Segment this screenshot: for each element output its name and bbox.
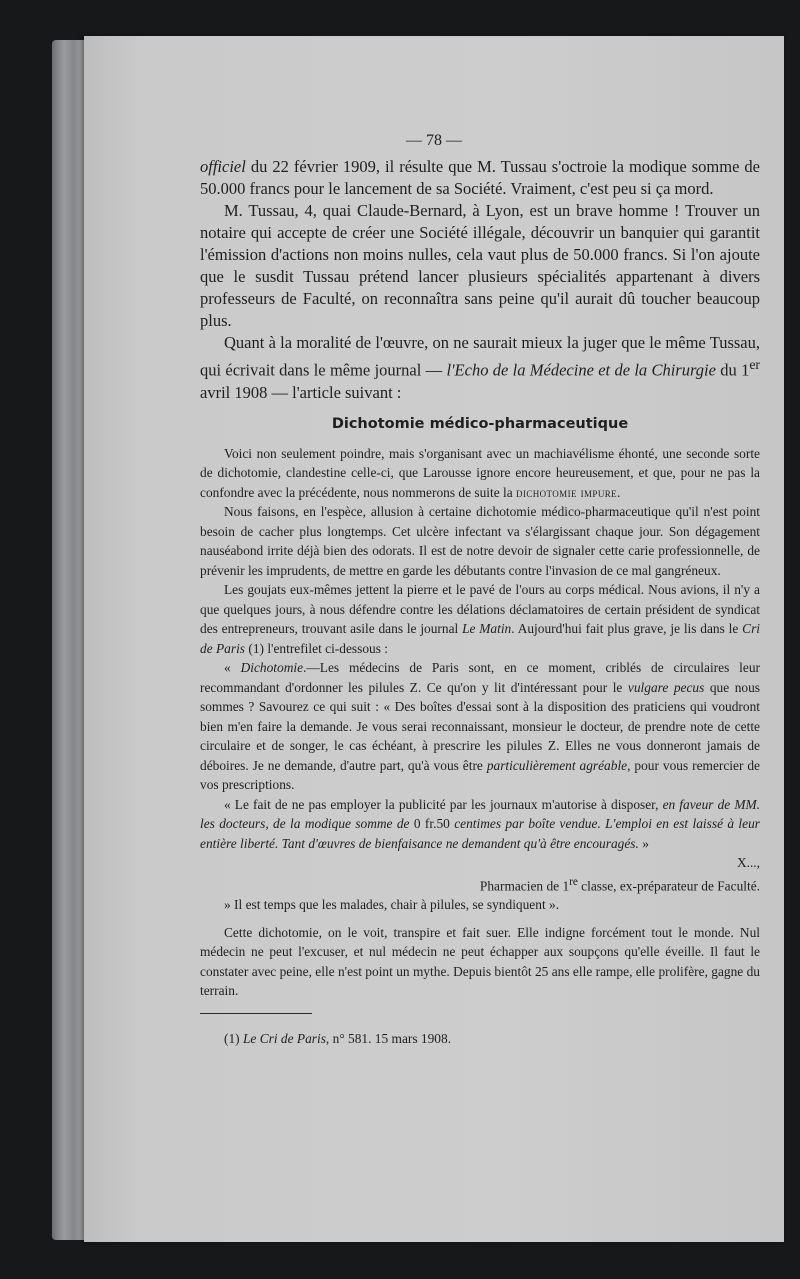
signature-title: Pharmacien de 1re classe, ex-préparateur de Faculté. <box>479 875 760 893</box>
paragraph-2: M. Tussau, 4, quai Claude-Bernard, à Lyon, est un brave homme ! Trouver un notaire qui accepte de créer une Société illégale, découvrir un banquier qui garantit l'émission d'actions non moins nulles, cela vaut plus de 50.000 francs. Si l'on ajoute que le susdit Tussau prétend lancer plusieurs spécialités appartenant à divers professeurs de Faculté, on reconnaîtra sans peine qu'il aurait dû toucher beaucoup plus. <box>200 201 760 330</box>
footnote-rule <box>200 1013 312 1014</box>
footnote: (1) Le Cri de Paris, n° 581. 15 mars 1908. <box>224 1030 452 1046</box>
spacer <box>200 915 760 923</box>
quote-closing: » Il est temps que les malades, chair à pilules, se syndiquent ». <box>224 897 560 913</box>
quote-paragraph-2: Nous faisons, en l'espèce, allusion à certaine dichotomie médico-pharmaceutique qu'il n'est point besoin de cacher plus longtemps. Cet ulcère infectant va s'élargissant chaque jour. Son dégagement nauséabond irrite déjà bien des odorats. Il est de notre devoir de signaler cette carie professionnelle, de prévenir les imprudents, de mettre en garde les débutants contre l'invasion de ce mal gangréneux. <box>200 504 760 578</box>
quote-paragraph-1: Voici non seulement poindre, mais s'organisant avec un machiavélisme éhonté, une seconde sorte de dichotomie, clandestine celle-ci, que Larousse ignore encore heureusement, et que, pour ne pas la confondre avec la précédente, nous nommerons de suite la dichotomie impure. <box>200 445 760 500</box>
paragraph-1: officiel du 22 février 1909, il résulte que M. Tussau s'octroie la modique somme de 50.000 francs pour le lancement de sa Société. Vraiment, c'est peu si ça mord. <box>200 157 760 198</box>
page-number: — 78 — <box>406 132 462 149</box>
signature-name: X..., <box>736 855 760 870</box>
paragraph-3: Quant à la moralité de l'œuvre, on ne saurait mieux la juger que le même Tussau, qui écrivait dans le même journal — l'Echo de la Médecine et de la Chirurgie du 1er avril 1908 — l'article suivant : <box>200 333 761 402</box>
article-heading: Dichotomie médico-pharmaceutique <box>331 415 629 432</box>
quote-paragraph-5: « Le fait de ne pas employer la publicité par les journaux m'autorise à disposer, en faveur de MM. les docteurs, de la modique somme de 0 fr.50 centimes par boîte vendue. L'emploi en est laissé à leur entière liberté. Tant d'œuvres de bienfaisance ne demandent qu'à être encouragés. » <box>200 796 761 851</box>
document-page <box>84 36 784 1242</box>
quote-paragraph-3: Les goujats eux-mêmes jettent la pierre et le pavé de l'ours au corps médical. Nous avions, il n'y a que quelques jours, à nous défendre contre les délations déclamatoires de certain président de syndicat des entrepreneurs, trouvant asile dans le journal Le Matin. Aujourd'hui fait plus grave, je lis dans le Cri de Paris (1) l'entrefilet ci-dessous : <box>200 582 761 656</box>
paragraph-closing: Cette dichotomie, on le voit, transpire et fait suer. Elle indigne forcément tout le monde. Nul médecin ne peut l'excuser, et nul médecin ne peut échapper aux soupçons qu'elle éveille. Il faut le constater avec peine, elle n'est point un mythe. Depuis bientôt 25 ans elle rampe, elle prolifère, gagne du terrain. <box>200 924 760 999</box>
quote-paragraph-4: « Dichotomie.—Les médecins de Paris sont, en ce moment, criblés de circulaires leur recommandant d'ordonner les pilules Z. Ce qu'on y lit d'intéressant pour le vulgare pecus que nous sommes ? Savourez ce qui suit : « Des boîtes d'essai sont à la disposition des praticiens qui voudront bien m'en faire la demande. Je vous serai reconnaissant, monsieur le docteur, de prendre note de cette circulaire et de songer, le cas échéant, à prescrire les pilules Z. Elles ne vous donneront jamais de déboires. Je ne demande, d'autre part, qu'à vous être particulièrement agréable, pour vous remercier de vos prescriptions. <box>200 660 760 792</box>
page-content <box>200 156 760 1048</box>
